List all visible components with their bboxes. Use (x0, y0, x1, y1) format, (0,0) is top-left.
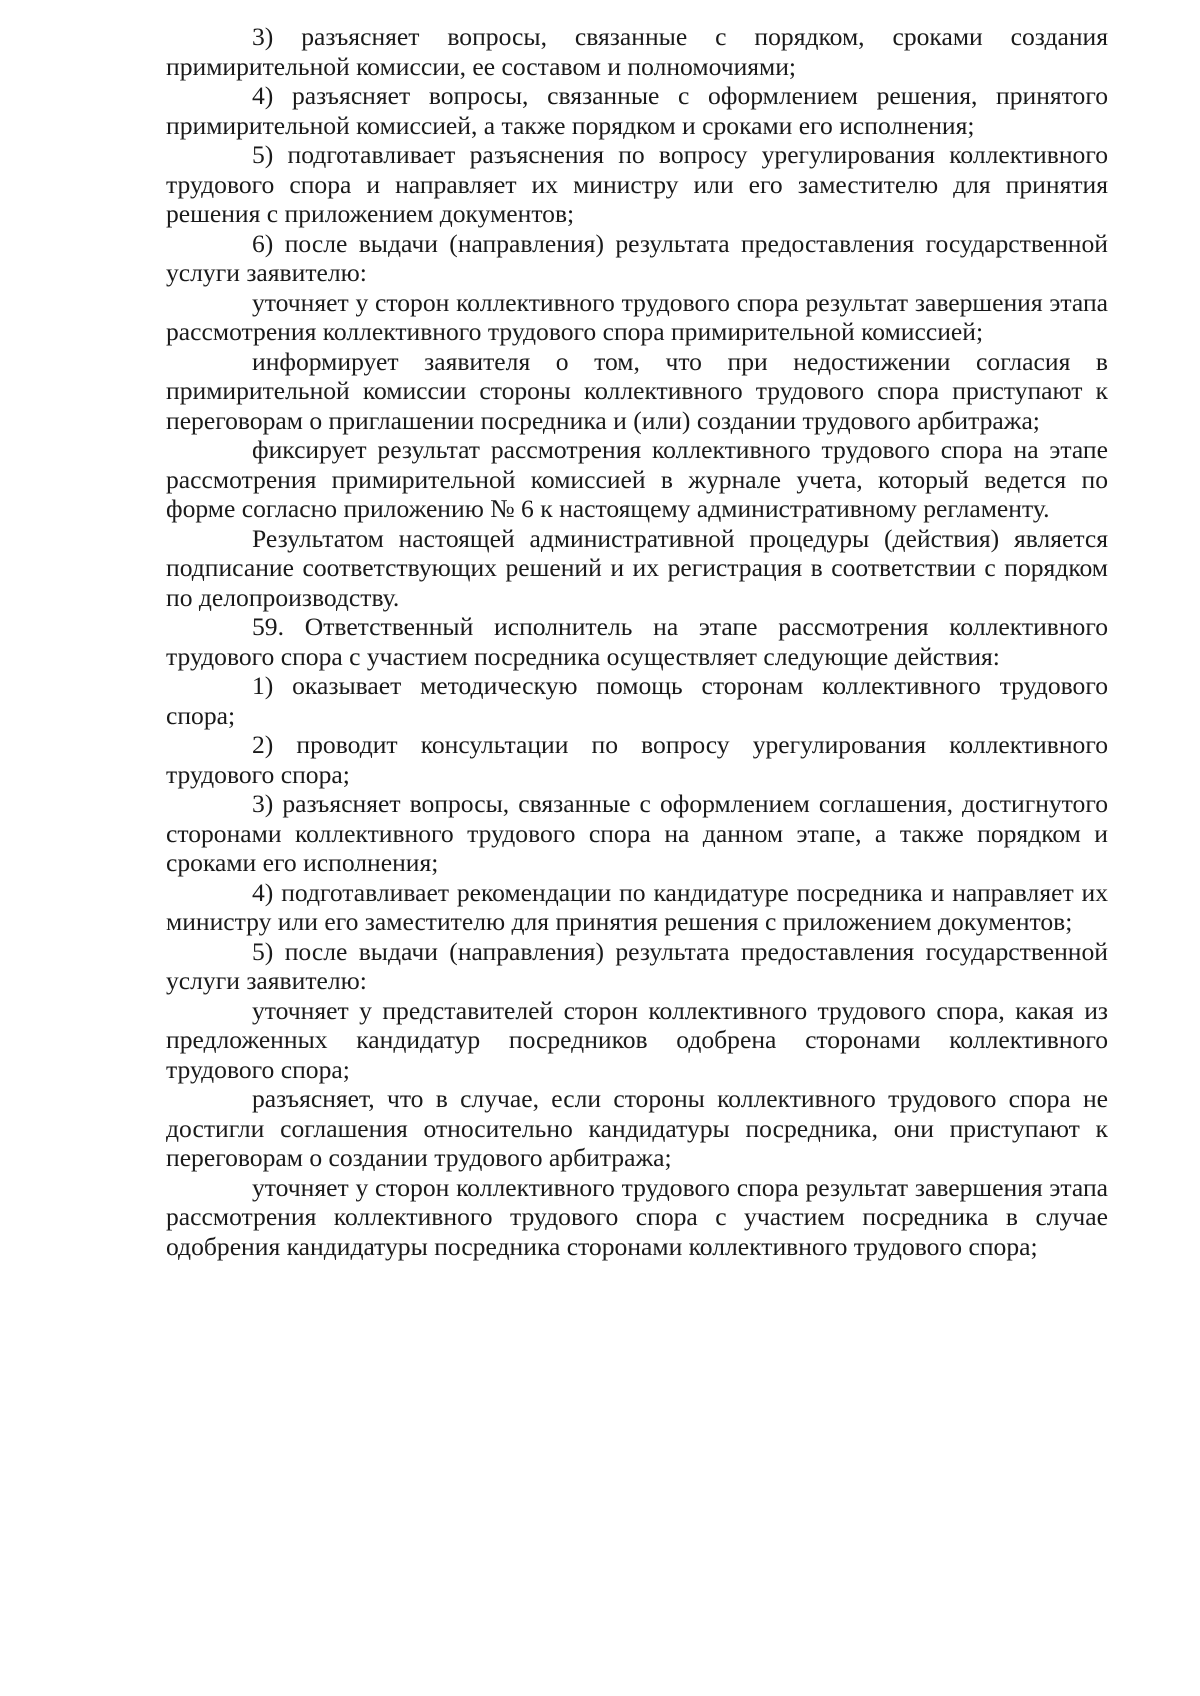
paragraph-item-6-after-issuance: 6) после выдачи (направления) результата предоставления государственной услуги заявителю: (166, 228, 1108, 287)
paragraph-item-2-consultations: 2) проводит консультации по вопросу урегулирования коллективного трудового спора; (166, 730, 1108, 789)
paragraph-item-4-decision-registration: 4) разъясняет вопросы, связанные с оформлением решения, принятого примирительной комиссией, а также порядком и сроками его исполнения; (166, 81, 1108, 140)
paragraph-item-3-commission-creation: 3) разъясняет вопросы, связанные с порядком, сроками создания примирительной комиссии, ее составом и полномочиями; (166, 22, 1108, 81)
paragraph-item-4-recommendations: 4) подготавливает рекомендации по кандидатуре посредника и направляет их министру или его заместителю для принятия решения с приложением документов; (166, 877, 1108, 936)
paragraph-procedure-result: Результатом настоящей административной процедуры (действия) является подписание соответствующих решений и их регистрация в соответствии с порядком по делопроизводству. (166, 523, 1108, 612)
paragraph-item-3-agreement: 3) разъясняет вопросы, связанные с оформлением соглашения, достигнутого сторонами коллективного трудового спора на данном этапе, а также порядком и сроками его исполнения; (166, 789, 1108, 877)
paragraph-section-59: 59. Ответственный исполнитель на этапе рассмотрения коллективного трудового спора с участием посредника осуществляет следующие действия: (166, 612, 1108, 671)
document-page (166, 22, 1108, 1261)
paragraph-clarifies-mediator: уточняет у представителей сторон коллективного трудового спора, какая из предложенных кандидатур посредников одобрена сторонами коллективного трудового спора; (166, 995, 1108, 1084)
paragraph-item-5-after-issuance: 5) после выдачи (направления) результата предоставления государственной услуги заявителю: (166, 936, 1108, 995)
paragraph-records-result: фиксирует результат рассмотрения коллективного трудового спора на этапе рассмотрения примирительной комиссией в журнале учета, который ведется по форме согласно приложению № 6 к настоящему административному регламенту. (166, 435, 1108, 523)
paragraph-clarifies-result: уточняет у сторон коллективного трудового спора результат завершения этапа рассмотрения коллективного трудового спора примирительной комиссией; (166, 287, 1108, 346)
paragraph-informs-applicant: информирует заявителя о том, что при недостижении согласия в примирительной комиссии стороны коллективного трудового спора приступают к переговорам о приглашении посредника и (или) создании трудового арбитража; (166, 346, 1108, 435)
paragraph-item-5-explanations: 5) подготавливает разъяснения по вопросу урегулирования коллективного трудового спора и направляет их министру или его заместителю для принятия решения с приложением документов; (166, 140, 1108, 228)
paragraph-clarifies-mediation-result: уточняет у сторон коллективного трудового спора результат завершения этапа рассмотрения коллективного трудового спора с участием посредника в случае одобрения кандидатуры посредника сторонами коллективного трудового спора; (166, 1172, 1108, 1261)
paragraph-item-1-methodical-help: 1) оказывает методическую помощь сторонам коллективного трудового спора; (166, 671, 1108, 730)
paragraph-explains-arbitration: разъясняет, что в случае, если стороны коллективного трудового спора не достигли соглашения относительно кандидатуры посредника, они приступают к переговорам о создании трудового арбитража; (166, 1084, 1108, 1172)
